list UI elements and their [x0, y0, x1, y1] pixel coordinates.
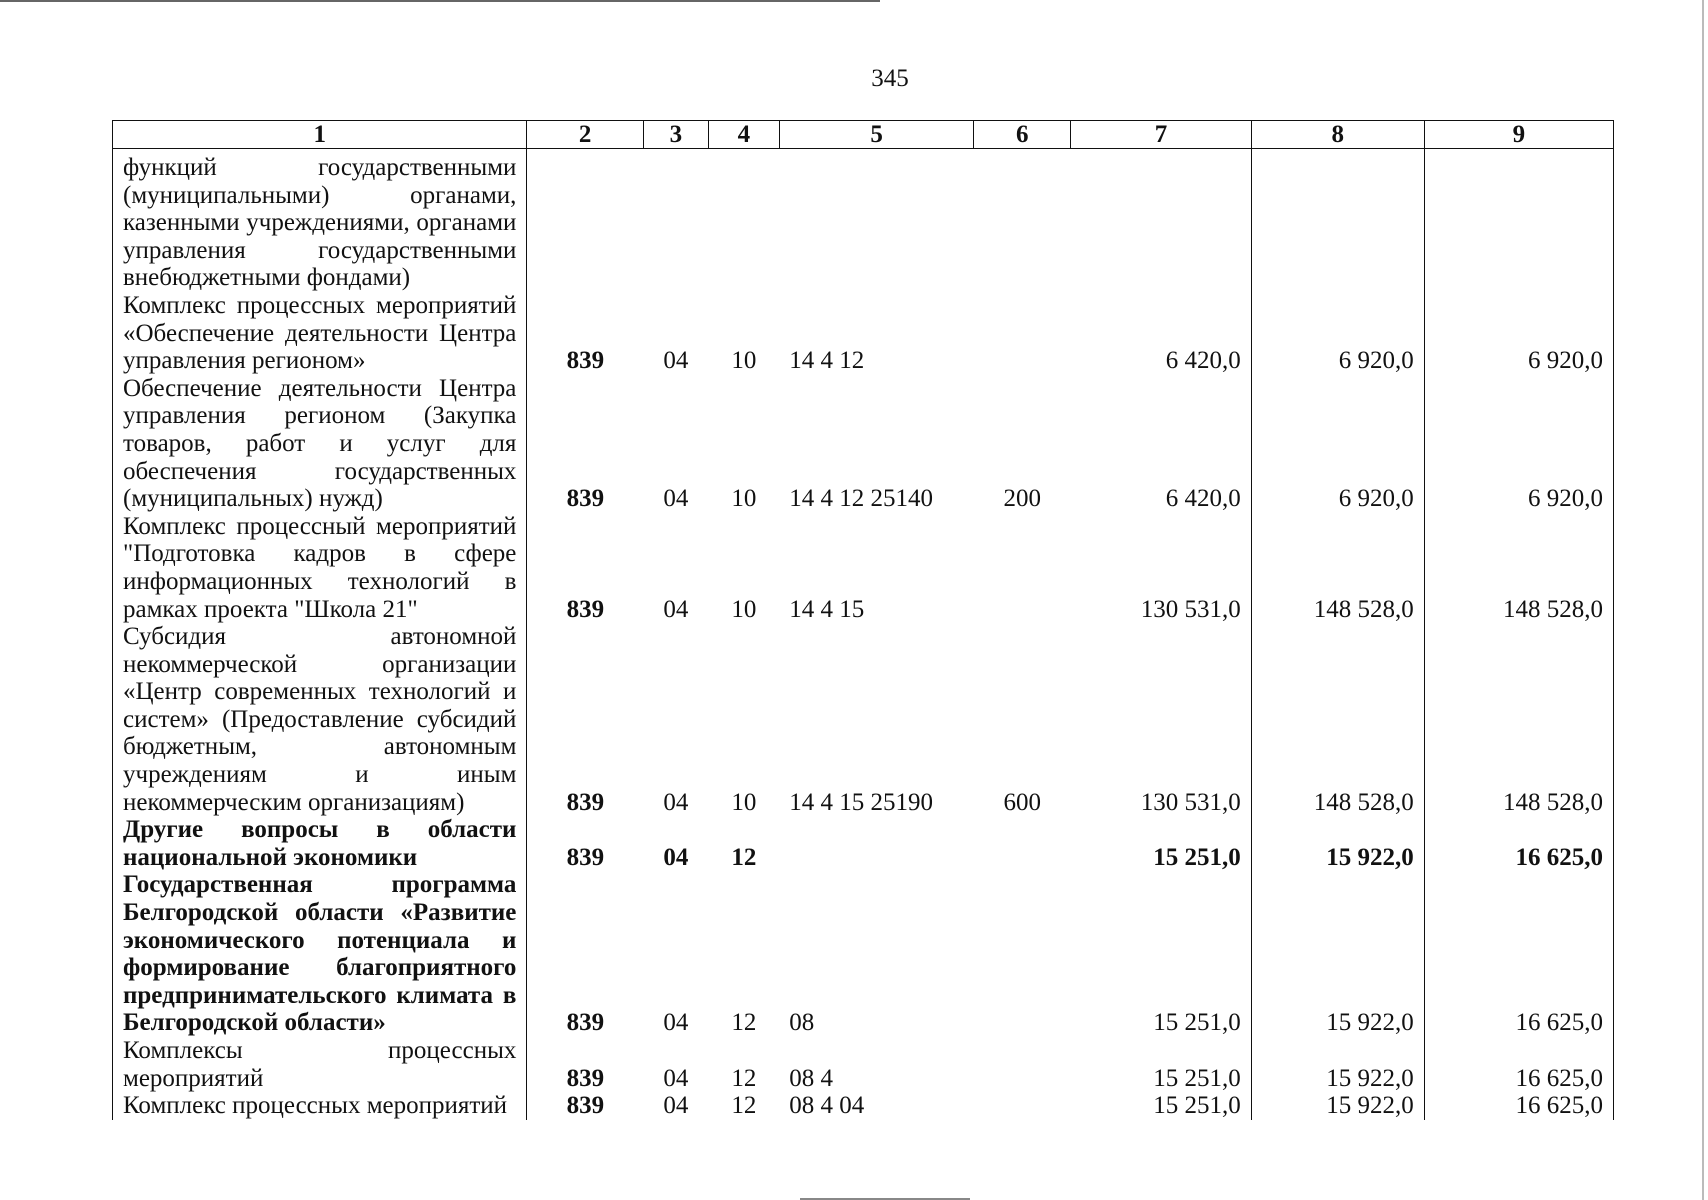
cell-amount-9: 16 625,0	[1424, 871, 1613, 1037]
row-name: Комплекс процессных мероприятий «Обеспечение деятельности Центра управления регионом»	[113, 292, 527, 375]
header-cell-6: 6	[974, 121, 1071, 149]
cell-amount-9: 16 625,0	[1424, 1092, 1613, 1120]
cell-target-article: 14 4 15	[789, 595, 865, 623]
cell-expense-type: 600	[1003, 788, 1042, 816]
cell-section: 04	[663, 788, 689, 816]
cell-subsection: 12	[731, 1092, 757, 1120]
header-cell-2: 2	[527, 121, 643, 149]
row-name: функций государственными (муниципальными) органами, казенными учреждениями, органами управления государственными внебюджетными фондами)	[113, 149, 527, 292]
table-row	[113, 513, 1614, 623]
cell-amount-8	[1251, 149, 1424, 292]
page-number: 345	[871, 65, 909, 92]
cell-amount-8: 148 528,0	[1251, 623, 1424, 816]
header-cell-3: 3	[643, 121, 708, 149]
header-cell-7: 7	[1071, 121, 1252, 149]
cell-amount-8: 148 528,0	[1251, 513, 1424, 623]
cell-amount-8: 15 922,0	[1251, 1037, 1424, 1092]
cell-subsection: 12	[731, 843, 757, 871]
cell-amount-9: 16 625,0	[1424, 1037, 1613, 1092]
row-name: Комплекс процессный мероприятий "Подготовка кадров в сфере информационных технологий в рамках проекта "Школа 21"	[113, 513, 527, 623]
cell-amount-8: 15 922,0	[1251, 816, 1424, 871]
cell-expense-type	[974, 1037, 1071, 1092]
cell-section	[643, 149, 708, 292]
cell-amount-7: 130 531,0	[1071, 623, 1252, 816]
budget-table	[112, 120, 1614, 1120]
cell-expense-type	[974, 513, 1071, 623]
table-row	[113, 623, 1614, 816]
row-name: Комплексы процессных мероприятий	[113, 1037, 527, 1092]
cell-admin-code	[527, 149, 643, 292]
scan-artifact-top-line	[0, 0, 880, 2]
cell-admin-code: 839	[527, 513, 643, 623]
header-cell-9: 9	[1424, 121, 1613, 149]
cell-amount-8: 6 920,0	[1251, 292, 1424, 375]
cell-expense-type	[974, 292, 1071, 375]
cell-target-article: 08	[789, 1009, 815, 1037]
row-name: Комплекс процессных мероприятий	[113, 1092, 527, 1120]
row-name: Обеспечение деятельности Центра управления регионом (Закупка товаров, работ и услуг для обеспечения государственных (муниципальных) нужд)	[113, 375, 527, 513]
cell-amount-9: 6 920,0	[1424, 292, 1613, 375]
table-row	[113, 375, 1614, 513]
cell-subsection: 10	[731, 485, 757, 513]
cell-subsection	[709, 149, 780, 292]
cell-target-article: 14 4 12 25140	[789, 485, 933, 513]
cell-amount-7: 15 251,0	[1071, 816, 1252, 871]
cell-target-article	[779, 816, 974, 871]
cell-amount-7: 15 251,0	[1071, 871, 1252, 1037]
scan-artifact-right-edge	[1702, 0, 1704, 1200]
table-row	[113, 149, 1614, 292]
cell-expense-type	[974, 149, 1071, 292]
row-name: Государственная программа Белгородской области «Развитие экономического потенциала и формирование благоприятного предпринимательского климата в Белгородской области»	[113, 871, 527, 1037]
cell-amount-7: 6 420,0	[1071, 375, 1252, 513]
header-row	[113, 121, 1614, 149]
cell-section: 04	[663, 1064, 689, 1092]
cell-subsection: 10	[731, 595, 757, 623]
table-row	[113, 816, 1614, 871]
table-row	[113, 1092, 1614, 1120]
cell-section: 04	[663, 595, 689, 623]
cell-subsection: 10	[731, 347, 757, 375]
cell-target-article: 14 4 12	[789, 347, 865, 375]
header-cell-8: 8	[1251, 121, 1424, 149]
cell-subsection: 10	[731, 788, 757, 816]
cell-amount-9	[1424, 149, 1613, 292]
cell-amount-9: 148 528,0	[1424, 513, 1613, 623]
cell-amount-8: 15 922,0	[1251, 871, 1424, 1037]
cell-amount-7: 6 420,0	[1071, 292, 1252, 375]
cell-expense-type	[974, 1092, 1071, 1120]
cell-admin-code: 839	[527, 1037, 643, 1092]
cell-section: 04	[663, 347, 689, 375]
cell-section: 04	[663, 843, 689, 871]
cell-admin-code: 839	[527, 871, 643, 1037]
cell-admin-code: 839	[527, 816, 643, 871]
row-name: Другие вопросы в области национальной экономики	[113, 816, 527, 871]
cell-target-article	[779, 149, 974, 292]
row-name: Субсидия автономной некоммерческой организации «Центр современных технологий и систем» (Предоставление субсидий бюджетным, автономным учреждениям и иным некоммерческим организациям)	[113, 623, 527, 816]
table-row	[113, 871, 1614, 1037]
cell-expense-type	[974, 871, 1071, 1037]
cell-amount-7	[1071, 149, 1252, 292]
cell-amount-7: 15 251,0	[1071, 1037, 1252, 1092]
cell-section: 04	[663, 485, 689, 513]
cell-admin-code: 839	[527, 1092, 643, 1120]
cell-expense-type: 200	[1003, 485, 1042, 513]
cell-amount-9: 16 625,0	[1424, 816, 1613, 871]
cell-amount-9: 6 920,0	[1424, 375, 1613, 513]
table-row	[113, 1037, 1614, 1092]
cell-admin-code: 839	[527, 375, 643, 513]
cell-amount-9: 148 528,0	[1424, 623, 1613, 816]
cell-target-article: 08 4	[789, 1064, 833, 1092]
header-cell-4: 4	[709, 121, 780, 149]
cell-admin-code: 839	[527, 623, 643, 816]
cell-subsection: 12	[731, 1064, 757, 1092]
cell-section: 04	[663, 1009, 689, 1037]
header-cell-5: 5	[779, 121, 974, 149]
cell-amount-7: 130 531,0	[1071, 513, 1252, 623]
cell-expense-type	[974, 816, 1071, 871]
table-row	[113, 292, 1614, 375]
cell-amount-8: 15 922,0	[1251, 1092, 1424, 1120]
cell-amount-8: 6 920,0	[1251, 375, 1424, 513]
cell-target-article: 14 4 15 25190	[789, 788, 933, 816]
cell-amount-7: 15 251,0	[1071, 1092, 1252, 1120]
header-cell-1: 1	[113, 121, 527, 149]
cell-target-article: 08 4 04	[789, 1092, 865, 1120]
cell-section: 04	[663, 1092, 689, 1120]
cell-subsection: 12	[731, 1009, 757, 1037]
cell-admin-code: 839	[527, 292, 643, 375]
